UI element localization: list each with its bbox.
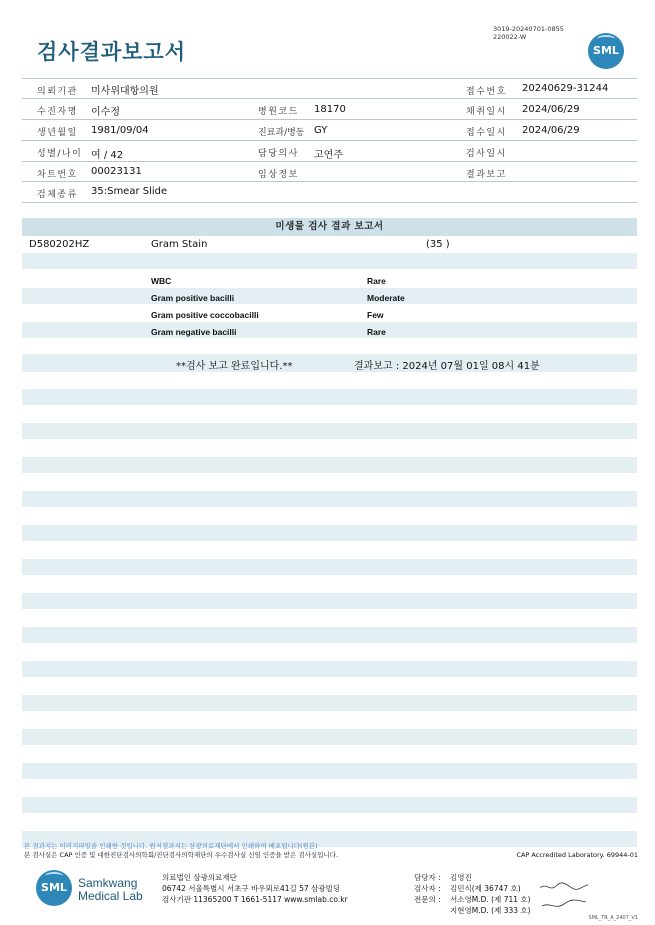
result-value: Few <box>367 310 384 320</box>
staff-name: 서소영M.D. (제 711 호) <box>450 895 531 904</box>
specimen-label: 검체종류 <box>37 190 78 200</box>
collection-date-label: 채취일시 <box>466 107 507 117</box>
test-ref: (35 ) <box>426 239 450 250</box>
test-code: D580202HZ <box>29 239 90 250</box>
contact: 검사기관 11365200 T 1661-5117 www.smlab.co.kr <box>162 895 348 904</box>
result-report-label: 결과보고 <box>466 170 507 180</box>
hospital-code-label: 병원코드 <box>258 107 299 117</box>
chart-no-label: 차트번호 <box>37 170 78 180</box>
result-stripe <box>22 661 637 677</box>
info-rule <box>22 161 637 162</box>
sml-logo-icon <box>588 33 624 69</box>
staff-name: 김영진 <box>450 873 472 882</box>
result-stripe <box>22 253 637 269</box>
result-stripe <box>22 695 637 711</box>
collection-date-value: 2024/06/29 <box>522 104 580 115</box>
org-name: 의료법인 삼광의료재단 <box>162 873 237 882</box>
institution-label: 의뢰기관 <box>37 87 78 97</box>
patient-name-value: 이수정 <box>91 107 120 118</box>
info-rule <box>22 78 637 79</box>
result-stripe <box>22 763 637 779</box>
result-organism: Gram negative bacilli <box>151 327 237 337</box>
results-section-title: 미생물 검사 결과 보고서 <box>22 218 637 236</box>
clinical-label: 임상정보 <box>258 170 299 180</box>
result-stripe <box>22 322 637 338</box>
dept-label: 진료과/병동 <box>258 128 305 138</box>
cap-text: CAP Accredited Laboratory. 69944-01 <box>516 851 638 859</box>
staff-role: 전문의 : <box>414 895 441 904</box>
result-stripe <box>22 389 637 405</box>
result-organism: Gram positive coccobacilli <box>151 310 259 320</box>
completion-text: **검사 보고 완료입니다.** <box>176 361 293 372</box>
receipt-date-value: 2024/06/29 <box>522 125 580 136</box>
logo-text: SML <box>41 881 67 894</box>
form-code: SML_TR_A_2407_V1 <box>588 915 638 921</box>
result-stripe <box>22 797 637 813</box>
result-organism: WBC <box>151 276 172 286</box>
result-stripe <box>22 354 637 372</box>
doc-number <box>493 25 564 41</box>
info-rule <box>22 140 637 141</box>
result-stripe <box>22 627 637 643</box>
staff-role: 검사자 : <box>414 884 441 893</box>
logo-text: SML <box>593 44 619 57</box>
staff-role: 담당자 : <box>414 873 441 882</box>
address: 06742 서울특별시 서초구 바우뫼로41길 57 삼광빌딩 <box>162 884 341 893</box>
result-value: Moderate <box>367 293 405 303</box>
logo-arc <box>597 35 615 43</box>
test-name: Gram Stain <box>151 239 208 250</box>
staff-name: 김민식(제 36747 호) <box>450 884 521 893</box>
chart-no-value: 00023131 <box>91 166 142 177</box>
hospital-code-value: 18170 <box>314 104 346 115</box>
signature-icon <box>538 880 590 910</box>
info-rule <box>22 202 637 203</box>
result-stripe <box>22 288 637 304</box>
doc-number-line2: 220022-W <box>493 33 527 41</box>
dept-value: GY <box>314 125 328 136</box>
image-copy-note: 본 결과지는 이미지파일을 인쇄한 것입니다. 원식결과지는 삼광의료재단에서 인쇄하여 배포됩니다(원본) <box>24 842 318 850</box>
result-stripe <box>22 525 637 541</box>
result-stripe <box>22 593 637 609</box>
result-stripe <box>22 559 637 575</box>
page-title: 검사결과보고서 <box>37 40 187 64</box>
result-value: Rare <box>367 276 386 286</box>
result-organism: Gram positive bacilli <box>151 293 235 303</box>
result-value: Rare <box>367 327 386 337</box>
birth-value: 1981/09/04 <box>91 125 149 136</box>
test-date-label: 검사일시 <box>466 149 507 159</box>
report-time-text: 결과보고 : 2024년 07월 01일 08시 41분 <box>354 361 540 372</box>
result-stripe <box>22 423 637 439</box>
brand-line2: Medical Lab <box>78 889 143 903</box>
brand-name <box>78 877 143 903</box>
receipt-no-label: 접수번호 <box>466 87 507 97</box>
birth-label: 생년월일 <box>37 128 78 138</box>
info-rule <box>22 98 637 99</box>
receipt-no-value: 20240629-31244 <box>522 83 609 94</box>
sex-age-value: 여 / 42 <box>91 150 124 161</box>
result-stripe <box>22 457 637 473</box>
info-rule <box>22 119 637 120</box>
doctor-value: 고연주 <box>314 150 343 161</box>
doctor-label: 담당의사 <box>258 149 299 159</box>
staff-name: 지현영M.D. (제 333 호) <box>450 906 531 915</box>
institution-value: 미사위대항의원 <box>91 86 159 97</box>
logo-arc <box>45 872 63 880</box>
result-stripe <box>22 491 637 507</box>
sml-footer-logo-icon <box>36 870 72 906</box>
doc-number-line1: 3019-20240701-0855 <box>493 25 564 33</box>
info-rule <box>22 181 637 182</box>
sex-age-label: 성별/나이 <box>37 149 83 159</box>
receipt-date-label: 접수일시 <box>466 128 507 138</box>
brand-line1: Samkwang <box>78 876 138 890</box>
specimen-value: 35:Smear Slide <box>91 186 168 197</box>
result-stripe <box>22 729 637 745</box>
patient-name-label: 수진자명 <box>37 107 78 117</box>
accreditation-note: 본 검사실은 CAP 인증 및 대한진단검사의학회/진단검사의학재단의 우수검사실 신임 인증을 받은 검사실입니다. <box>24 851 339 859</box>
